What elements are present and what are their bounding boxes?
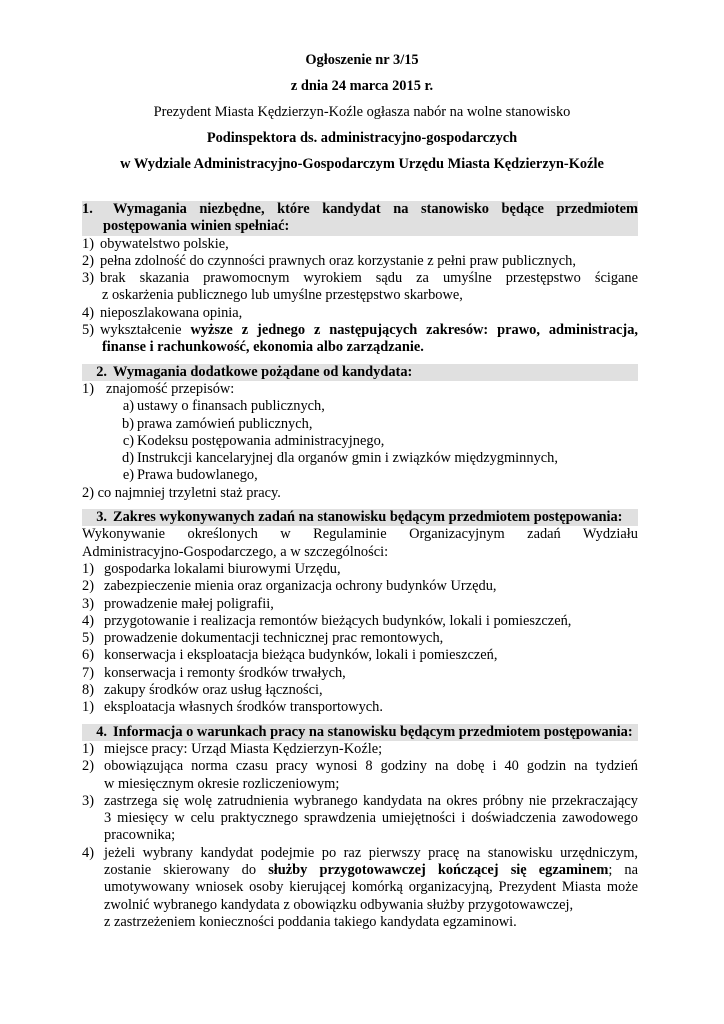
sub-item: e) Prawa budowlanego, xyxy=(122,467,258,484)
section-number: 1. xyxy=(82,201,93,217)
list-item: 1) gospodarka lokalami biurowymi Urzędu, xyxy=(82,560,341,577)
section-heading: 2. Wymagania dodatkowe pożądane od kandydata: xyxy=(82,364,638,381)
section-heading: 3. Zakres wykonywanych zadań na stanowisku będącym przedmiotem postępowania: xyxy=(82,509,638,526)
list-item: 3) brak skazania prawomocnym wyrokiem sądu za umyślne przestępstwo ścigane z oskarżenia publicznego lub umyślne przestępstwo skarbowe, xyxy=(82,270,638,304)
list-item: 1) eksploatacja własnych środków transportowych. xyxy=(82,699,383,716)
list-item: 2) co najmniej trzyletni staż pracy. xyxy=(82,484,281,501)
announcement-header xyxy=(0,47,724,177)
sub-item: b) prawa zamówień publicznych, xyxy=(122,415,313,432)
section-intro: Administracyjno-Gospodarczego, a w szczególności: xyxy=(82,543,389,560)
announcement-date: z dnia 24 marca 2015 r. xyxy=(290,78,434,94)
section-title-line: postępowania winien spełniać: xyxy=(103,218,290,235)
list-item: 6) konserwacja i eksploatacja bieżąca budynków, lokali i pomieszczeń, xyxy=(82,647,498,664)
section-duties xyxy=(82,509,638,717)
sub-item: d) Instrukcji kancelaryjnej dla organów gmin i związków międzygminnych, xyxy=(122,450,558,467)
list-item: 4) przygotowanie i realizacja remontów bieżących budynków, lokali i pomieszczeń, xyxy=(82,612,572,629)
list-item: 5) prowadzenie dokumentacji technicznej prac remontowych, xyxy=(82,630,444,647)
announcement-intro: Prezydent Miasta Kędzierzyn-Koźle ogłasza nabór na wolne stanowisko xyxy=(153,104,571,120)
section-title: Informacja o warunkach pracy na stanowisku będącym przedmiotem postępowania: xyxy=(113,723,633,740)
list-item: 2) pełna zdolność do czynności prawnych oraz korzystanie z pełni praw publicznych, xyxy=(82,252,576,269)
list-item: 4) nieposzlakowana opinia, xyxy=(82,304,243,321)
list-item: 5) wykształcenie wyższe z jednego z następujących zakresów: prawo, administracja, finanse i rachunkowość, ekonomia albo zarządzanie. xyxy=(82,322,638,356)
position-title: Podinspektora ds. administracyjno-gospodarczych xyxy=(206,130,518,146)
list-item: 1) znajomość przepisów: xyxy=(82,380,235,397)
announcement-number: Ogłoszenie nr 3/15 xyxy=(305,52,419,68)
list-item: 2) obowiązująca norma czasu pracy wynosi 8 godziny na dobę i 40 godzin na tydzień w miesięcznym okresie rozliczeniowym; xyxy=(82,758,638,792)
list-item: 3) prowadzenie małej poligrafii, xyxy=(82,595,274,612)
section-intro: Wykonywanie określonych w Regulaminie Organizacyjnym zadań Wydziału xyxy=(82,526,638,543)
sub-item: c) Kodeksu postępowania administracyjnego, xyxy=(122,432,385,449)
department-name: w Wydziale Administracyjno-Gospodarczym Urzędu Miasta Kędzierzyn-Koźle xyxy=(120,156,604,172)
document-content xyxy=(82,201,638,938)
section-heading: 4. Informacja o warunkach pracy na stanowisku będącym przedmiotem postępowania: xyxy=(82,724,638,741)
list-item: 1) miejsce pracy: Urząd Miasta Kędzierzyn-Koźle; xyxy=(82,740,383,757)
section-additional-requirements xyxy=(82,364,638,502)
section-title: Wymagania dodatkowe pożądane od kandydata: xyxy=(113,363,413,380)
section-heading xyxy=(82,201,638,236)
list-item: 2) zabezpieczenie mienia oraz organizacja ochrony budynków Urzędu, xyxy=(82,578,497,595)
list-item: 4) jeżeli wybrany kandydat podejmie po raz pierwszy pracę na stanowisku urzędniczym, zostanie skierowany do służby przygotowawczej kończącej się egzaminem; na umotywowany wniosek osoby kierującej komórką organizacyjną, Prezydent Miasta może zwolnić wybranego kandydata z obowiązku odbywania służby przygotowawczej, z zastrzeżeniem konieczności poddania takiego kandydata egzaminowi. xyxy=(82,844,638,930)
list-item: 1) obywatelstwo polskie, xyxy=(82,235,229,252)
list-item: 7) konserwacja i remonty środków trwałych, xyxy=(82,664,346,681)
list-item: 3) zastrzega się wolę zatrudnienia wybranego kandydata na okres próbny nie przekraczający 3 miesięcy w celu praktycznego sprawdzenia umiejętności i doświadczenia zawodowego pracownika; xyxy=(82,792,638,844)
section-title-line: Wymagania niezbędne, które kandydat na stanowisko będące przedmiotem xyxy=(113,201,638,217)
section-requirements xyxy=(82,201,638,357)
section-work-conditions xyxy=(82,724,638,932)
list-item: 8) zakupy środków oraz usług łączności, xyxy=(82,682,323,699)
sub-item: a) ustawy o finansach publicznych, xyxy=(122,398,325,415)
section-title: Zakres wykonywanych zadań na stanowisku będącym przedmiotem postępowania: xyxy=(113,509,623,526)
